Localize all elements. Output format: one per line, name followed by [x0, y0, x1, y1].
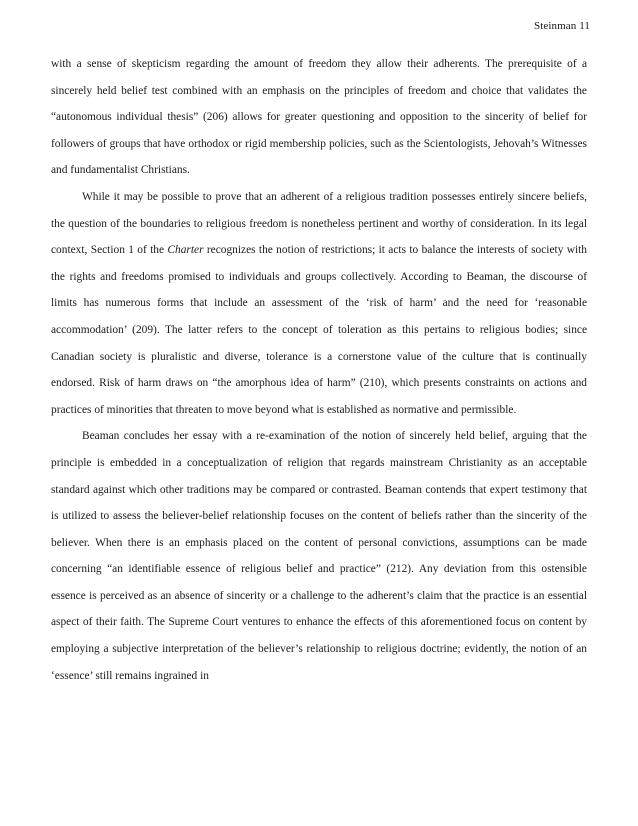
paragraph-text: While it may be possible to prove that an adherent of a religious tradition possesses entirely sincere beliefs, the question of the boundaries to religious freedom is nonetheless pertinent and worthy of consideration. In its legal context, Section 1 of the: [51, 190, 587, 257]
running-head-page-number: Steinman 11: [534, 20, 590, 32]
paragraph-text: Beaman concludes her essay with a re-examination of the notion of sincerely held belief, arguing that the principle is embedded in a conceptualization of religion that regards mainstream Christianity as an acceptable standard against which other traditions may be compared or contrasted. Beaman contends that expert testimony that is utilized to assess the believer-belief relationship focuses on the content of beliefs rather than the sincerity of the believer. When there is an emphasis placed on the content of personal convictions, assumptions can be made concerning “an identifiable essence of religious belief and practice” (212). Any deviation from this ostensible essence is perceived as an absence of sincerity or a challenge to the adherent’s claim that the practice is an essential aspect of their faith. The Supreme Court ventures to enhance the effects of this aforementioned focus on content by employing a subjective interpretation of the believer’s relationship to religious doctrine; evidently, the notion of an ‘essence’ still remains ingrained in: [51, 430, 587, 682]
paragraph-text: with a sense of skepticism regarding the amount of freedom they allow their adherents. The prerequisite of a sincerely held belief test combined with an emphasis on the principles of freedom and choice that validates the “autonomous individual thesis” (206) allows for greater questioning and opposition to the sincerity of belief for followers of groups that have orthodox or rigid membership policies, such as the Scientologists, Jehovah’s Witnesses and fundamentalist Christians.: [51, 58, 587, 177]
charter-title-italic: Charter: [167, 244, 204, 257]
paragraph-text: recognizes the notion of restrictions; it acts to balance the interests of society with the rights and freedoms promised to individuals and groups collectively. According to Beaman, the discourse of limits has numerous forms that include an assessment of the ‘risk of harm’ and the need for ‘reasonable accommodation’ (209). The latter refers to the concept of toleration as this pertains to religious bodies; since Canadian society is pluralistic and diverse, tolerance is a cornerstone value of the culture that is continually endorsed. Risk of harm draws on “the amorphous idea of harm” (210), which presents constraints on actions and practices of minorities that threaten to move beyond what is established as normative and permissible.: [51, 244, 587, 416]
paragraph-conclusion: [51, 423, 587, 689]
paragraph-continuation: [51, 51, 587, 184]
body-text: [51, 51, 587, 689]
paragraph-boundaries: [51, 184, 587, 423]
